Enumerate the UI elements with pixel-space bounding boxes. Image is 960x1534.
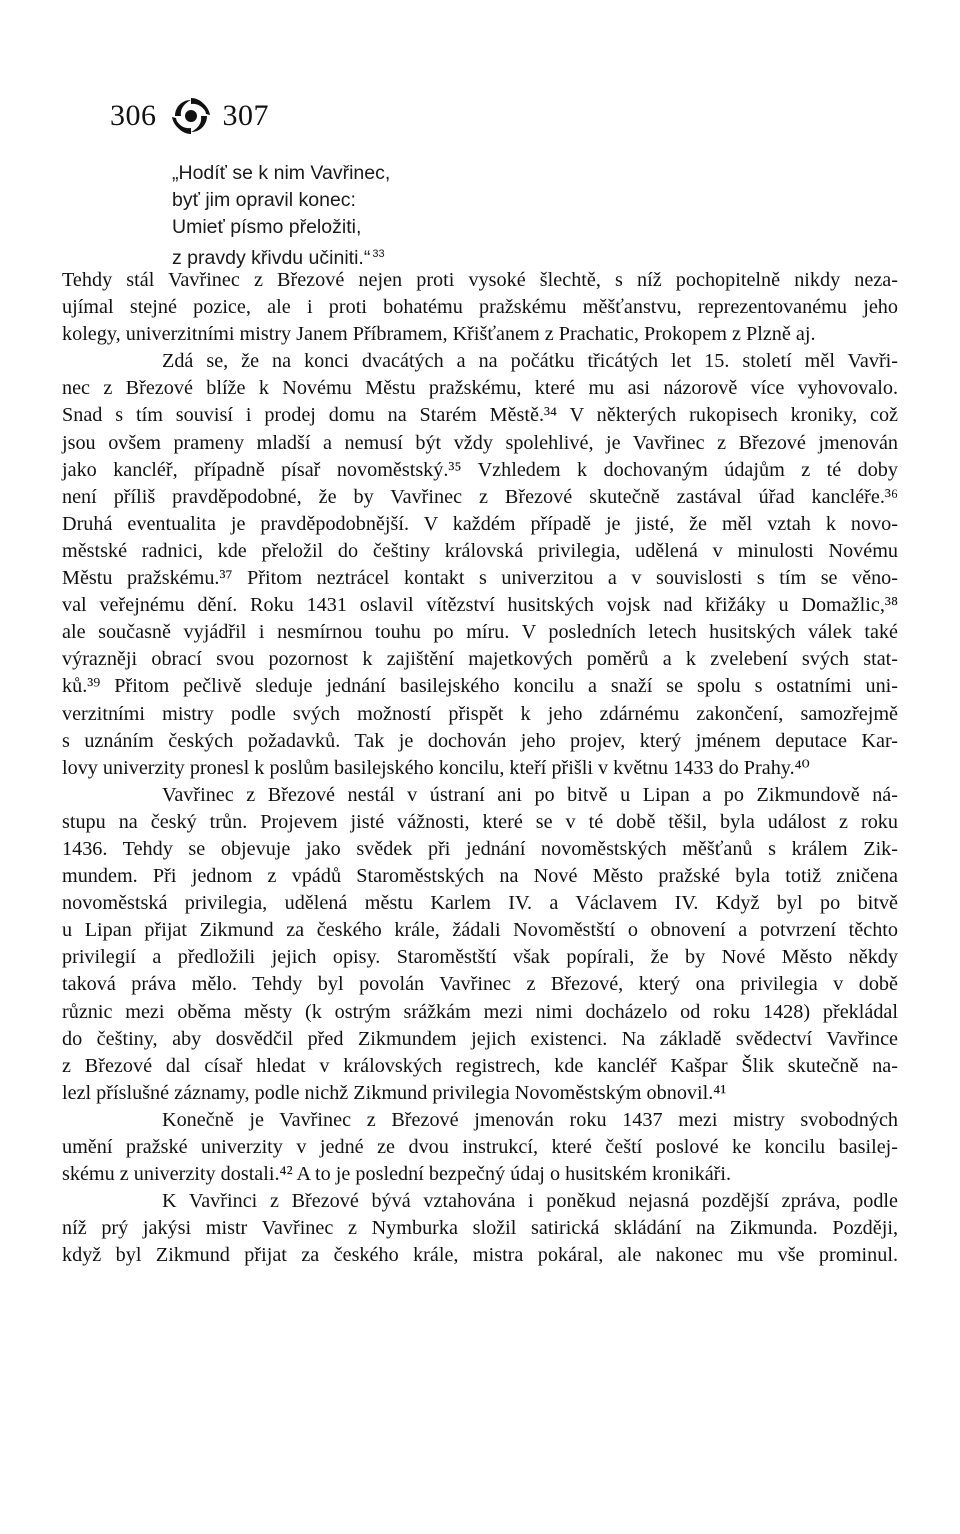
verse-line-text: z pravdy křivdu učiniti.“ [172,247,371,269]
right-page-number: 307 [222,99,269,132]
paragraph-first-line: K Vavřinci z Březové bývá vztahována i poněkud nejasná pozdější zpráva, podle [162,1190,898,1213]
text-line: taková práva mělo. Tehdy byl povolán Vavřinec z Březové, který ona privilegia v době [62,973,898,996]
text-line: Druhá eventualita je pravděpodobnější. V každém případě je jisté, že měl vztah k novo- [62,512,898,535]
text-line: u Lipan přijat Zikmund za českého krále, žádali Novoměstští o obnovení a potvrzení těchto [62,919,898,942]
text-line: ujímal stejné pozice, ale i proti bohatému pražskému měšťanstvu, reprezentovanému jeho [62,296,898,319]
page-header [110,90,269,142]
text-line: do češtiny, aby dosvědčil před Zikmundem jejich existenci. Na základě svědectví Vavřince [62,1027,898,1050]
text-line: umění pražské univerzity v jedné ze dvou instrukcí, které čeští poslové ke koncilu basilej- [62,1136,898,1158]
text-line: mundem. Při jednom z vpádů Staroměstských na Nové Město pražské byla totiž zničena [62,865,898,888]
spiral-rosette-icon [169,94,213,138]
verse-quotation [172,160,390,272]
text-line: nec z Březové blíže k Novému Městu pražskému, které mu asi názorově více vyhovovalo. [62,377,898,400]
text-line: výrazněji obrací svou pozornost k zajištění majetkových poměrů a k zvelebení svých stat- [62,648,898,671]
paragraph-first-line: Zdá se, že na konci dvacátých a na počátku třicátých let 15. století měl Vavři- [162,350,898,373]
verse-line: Umieť písmo přeložiti, [172,216,362,238]
verse-line: byť jim opravil konec: [172,189,356,211]
text-line: val veřejnému dění. Roku 1431 oslavil vítězství husitských vojsk nad křižáky u Domažlic,³⁸ [62,594,898,617]
text-line: jsou ovšem prameny mladší a nemusí být vždy spolehlivé, je Vavřinec z Březové jmenován [62,431,898,454]
text-line: Tehdy stál Vavřinec z Březové nejen proti vysoké šlechtě, s níž pochopitelně nikdy neza- [62,269,898,291]
text-line: jako kancléř, případně písař novoměstský.³⁵ Vzhledem k dochovaným údajům z té doby [62,458,898,481]
paragraph-first-line: Konečně je Vavřinec z Březové jmenován roku 1437 mezi mistry svobodných [162,1108,898,1131]
text-line: skému z univerzity dostali.⁴² A to je poslední bezpečný údaj o husitském kronikáři. [62,1163,732,1186]
text-line: privilegií a předložili jejich opisy. Staroměstští však popírali, že by Nové Město někdy [62,946,898,969]
text-line: Městu pražskému.³⁷ Přitom neztrácel kontakt s univerzitou a v souvislosti s tím se věno- [62,567,898,590]
text-line: 1436. Tehdy se objevuje jako svědek při jednání novoměstských měšťanů s králem Zik- [62,837,898,860]
text-line: z Březové dal císař hledat v královských registrech, kde kancléř Kašpar Šlik skutečně na- [62,1054,898,1077]
left-page-number: 306 [110,99,157,132]
body-text [62,267,898,1269]
text-line: když byl Zikmund přijat za českého krále, mistra pokáral, ale nakonec mu vše prominul. [62,1244,898,1267]
text-line: ale současně vyjádřil i nesmírnou touhu po míru. V posledních letech husitských válek také [62,621,898,644]
text-line: Snad s tím souvisí i prodej domu na Starém Městě.³⁴ V některých rukopisech kroniky, což [62,404,898,427]
text-line: není příliš pravděpodobné, že by Vavřinec z Březové skutečně zastával úřad kancléře.³⁶ [62,485,898,508]
paragraph-first-line: Vavřinec z Březové nestál v ústraní ani po bitvě u Lipan a po Zikmundově ná- [162,783,898,806]
text-line: verzitními mistry podle svých možností přispět k jeho zdárnému zakončení, samozřejmě [62,702,898,725]
verse-line: „Hodíť se k nim Vavřinec, [172,162,391,184]
text-line: lezl příslušné záznamy, podle nichž Zikmund privilegia Novoměstským obnovil.⁴¹ [62,1081,727,1104]
text-line: lovy univerzity pronesl k poslům basilejského koncilu, kteří přišli v květnu 1433 do Prahy.⁴⁰ [62,756,810,779]
text-line: městské radnici, kde přeložil do češtiny královská privilegia, udělená v minulosti Novému [62,539,898,562]
text-line: níž prý jakýsi mistr Vavřinec z Nymburka složil satirická skládání na Zikmunda. Později, [62,1217,898,1240]
text-line: s uznáním českých požadavků. Tak je dochován jeho projev, který jménem deputace Kar- [62,729,898,752]
footnote-reference: 33 [372,248,385,260]
text-line: ků.³⁹ Přitom pečlivě sleduje jednání basilejského koncilu a snaží se spolu s ostatními uni- [62,675,898,698]
text-line: novoměstská privilegia, udělená městu Karlem IV. a Václavem IV. Když byl po bitvě [62,892,898,915]
text-line: různic mezi oběma městy (k ostrým srážkám mezi nimi docházelo od roku 1428) překládal [62,1000,898,1023]
text-line: stupu na český trůn. Projevem jisté vážnosti, které se v té době těšil, byla událost z roku [62,810,898,833]
text-line: kolegy, univerzitními mistry Janem Příbramem, Křišťanem z Prachatic, Prokopem z Plzně aj. [62,323,816,346]
